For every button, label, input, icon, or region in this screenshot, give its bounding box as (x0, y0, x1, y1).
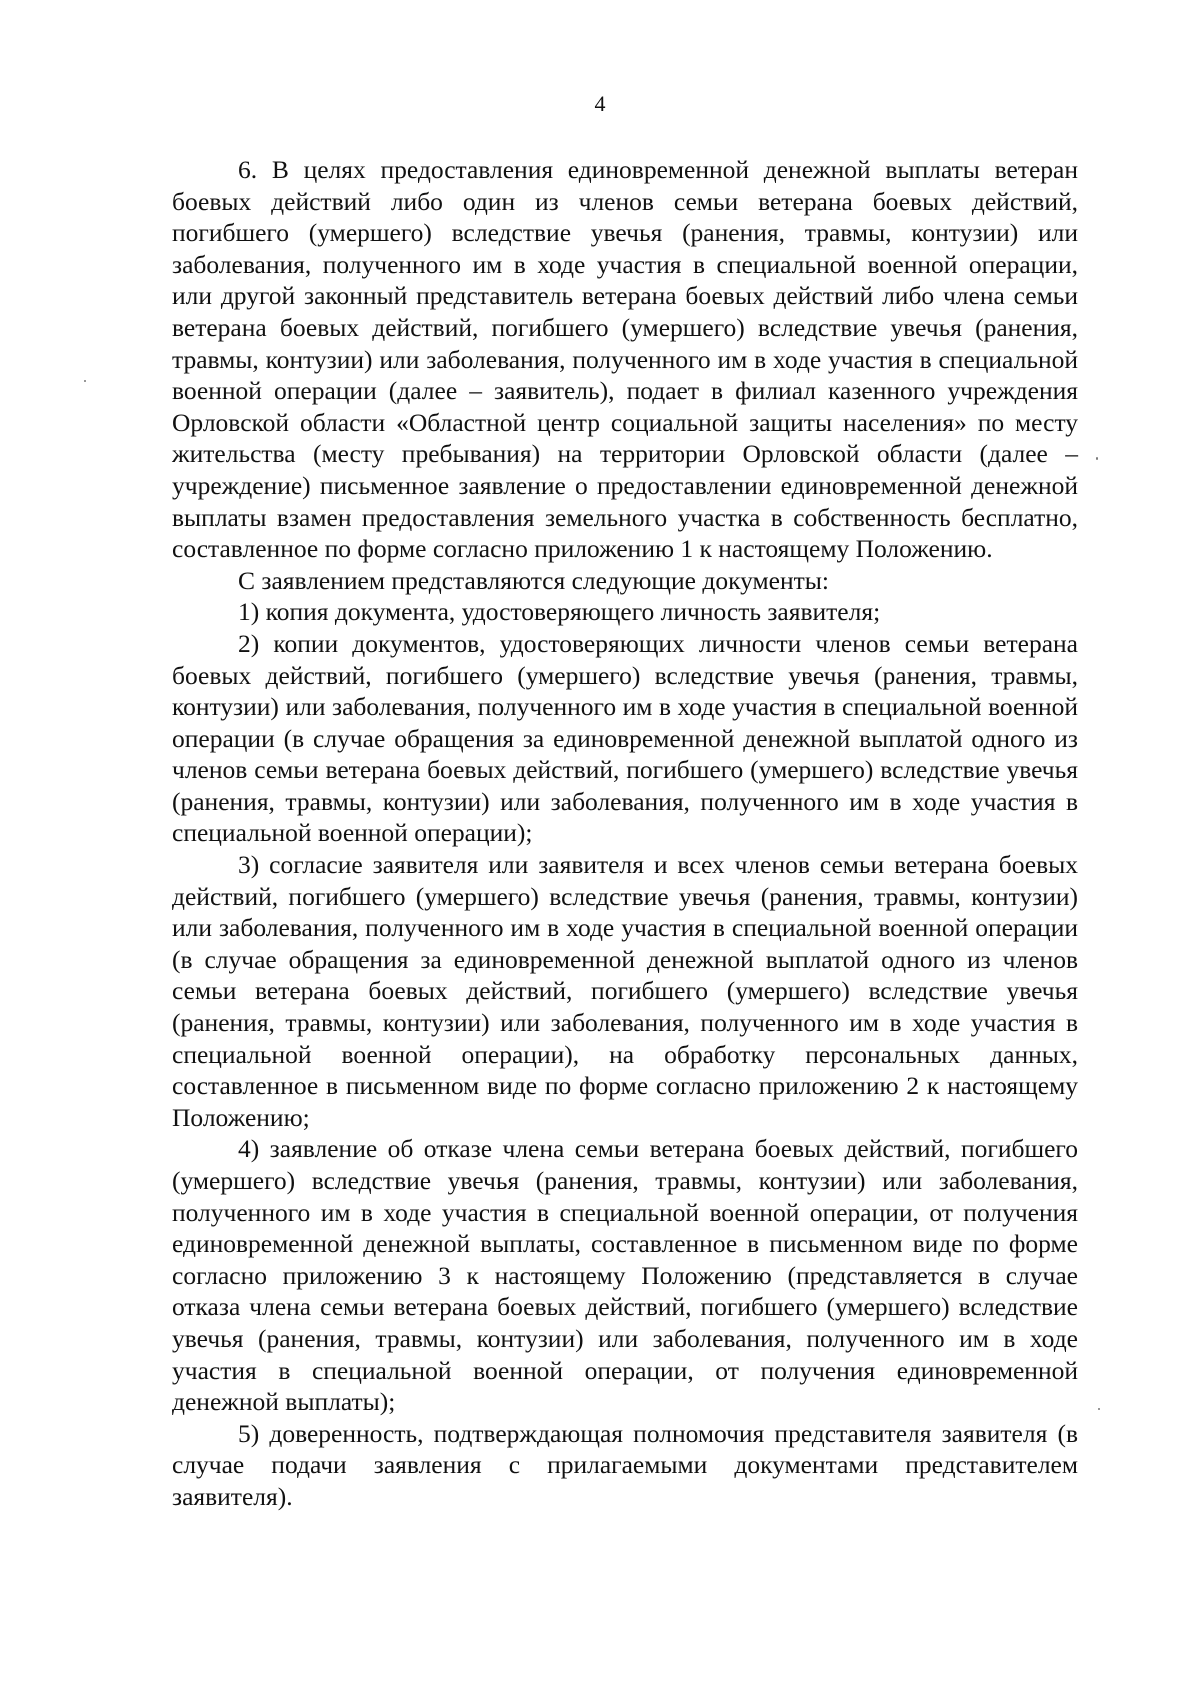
list-item-2: 2) копии документов, удостоверяющих личности членов семьи ветерана боевых действий, погибшего (умершего) вследствие увечья (ранения, травмы, контузии) или заболевания, полученного им в ходе участия в специальной военной операции (в случае обращения за единовременной денежной выплатой одного из членов семьи ветерана боевых действий, погибшего (умершего) вследствие увечья (ранения, травмы, контузии) или заболевания, полученного им в ходе участия в специальной военной операции); (172, 628, 1078, 848)
page-number: 4 (594, 91, 606, 116)
list-item-1: 1) копия документа, удостоверяющего личность заявителя; (238, 597, 881, 627)
scan-speck (1096, 457, 1098, 460)
paragraph-6: 6. В целях предоставления единовременной денежной выплаты ветеран боевых действий либо один из членов семьи ветерана боевых действий, погибшего (умершего) вследствие увечья (ранения, травмы, контузии) или заболевания, полученного им в ходе участия в специальной военной операции, или другой законный представитель ветерана боевых действий либо члена семьи ветерана боевых действий, погибшего (умершего) вследствие увечья (ранения, травмы, контузии) или заболевания, полученного им в ходе участия в специальной военной операции (далее – заявитель), подает в филиал казенного учреждения Орловской области «Областной центр социальной защиты населения» по месту жительства (месту пребывания) на территории Орловской области (далее – учреждение) письменное заявление о предоставлении единовременной денежной выплаты взамен предоставления земельного участка в собственность бесплатно, составленное по форме согласно приложению 1 к настоящему Положению. (172, 155, 1078, 564)
document-body (172, 154, 1078, 1513)
scan-speck (1098, 1408, 1100, 1410)
list-item-3: 3) согласие заявителя или заявителя и всех членов семьи ветерана боевых действий, погибшего (умершего) вследствие увечья (ранения, травмы, контузии) или заболевания, полученного им в ходе участия в специальной военной операции (в случае обращения за единовременной денежной выплатой одного из членов семьи ветерана боевых действий, погибшего (умершего) вследствие увечья (ранения, травмы, контузии) или заболевания, полученного им в ходе участия в специальной военной операции), на обработку персональных данных, составленное в письменном виде по форме согласно приложению 2 к настоящему Положению; (172, 850, 1078, 1132)
paragraph-documents-intro: С заявлением представляются следующие документы: (238, 565, 829, 595)
list-item-5: 5) доверенность, подтверждающая полномочия представителя заявителя (в случае подачи заявления с прилагаемыми документами представителем заявителя). (172, 1418, 1078, 1511)
list-item-4: 4) заявление об отказе члена семьи ветерана боевых действий, погибшего (умершего) вследствие увечья (ранения, травмы, контузии) или заболевания, полученного им в ходе участия в специальной военной операции, от получения единовременной денежной выплаты, составленное в письменном виде по форме согласно приложению 3 к настоящему Положению (представляется в случае отказа члена семьи ветерана боевых действий, погибшего (умершего) вследствие увечья (ранения, травмы, контузии) или заболевания, полученного им в ходе участия в специальной военной операции, от получения единовременной денежной выплаты); (172, 1134, 1078, 1417)
scan-speck (84, 380, 86, 382)
